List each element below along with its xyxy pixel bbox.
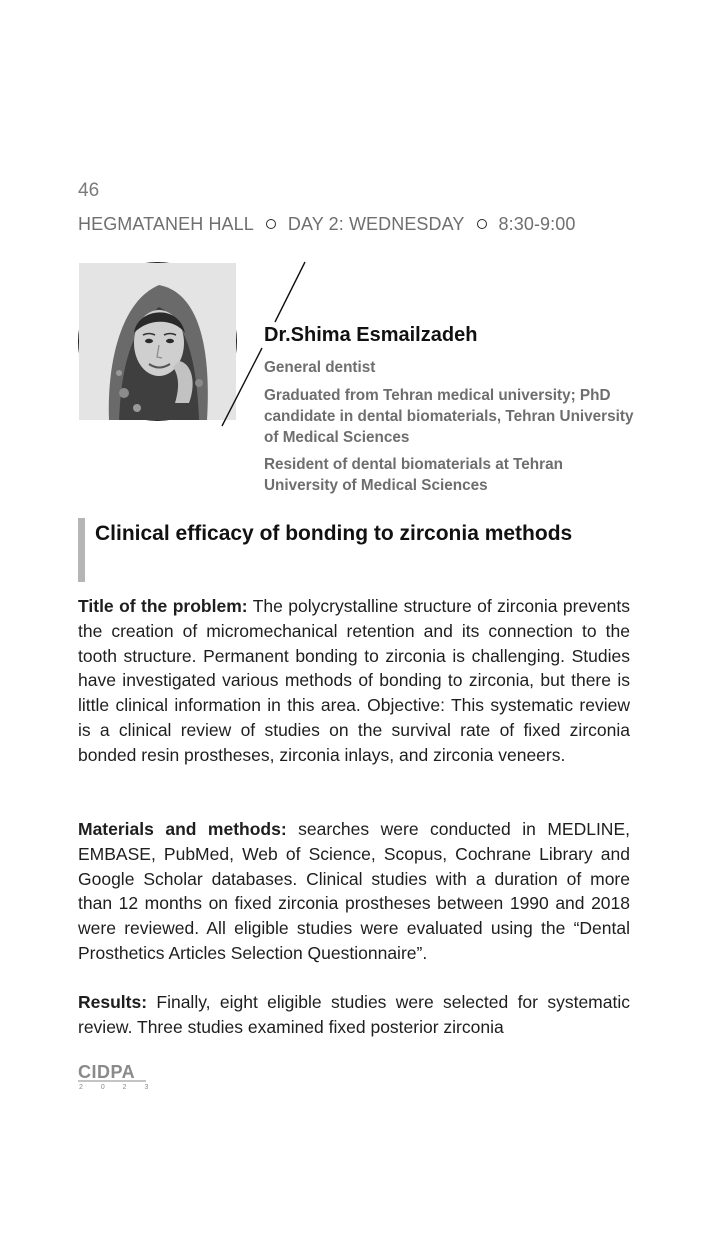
logo-text: CIDPA	[78, 1062, 136, 1082]
speaker-bio-education: Graduated from Tehran medical university; PhD candidate in dental biomaterials, Tehran University of Medical Sciences	[264, 387, 634, 446]
separator-circle-icon	[477, 219, 487, 229]
speaker-portrait-illustration	[79, 263, 236, 420]
separator-circle-icon	[266, 219, 276, 229]
session-time: 8:30-9:00	[498, 213, 576, 234]
page-number: 46	[78, 180, 100, 201]
section-text: The polycrystalline structure of zirconia prevents the creation of micromechanical retention and its connection to the tooth structure. Permanent bonding to zirconia is challenging. Studies have investigated various methods of bonding to zirconia, but there is little clinical information in this area. Objective: This systematic review is a clinical review of studies on the survival rate of fixed zirconia bonded resin prostheses, zirconia inlays, and zirconia veneers.	[78, 596, 631, 765]
speaker-photo	[78, 262, 237, 421]
abstract-paragraph-problem	[78, 594, 630, 768]
abstract-paragraph-methods	[78, 817, 630, 966]
section-text: Finally, eight eligible studies were selected for systematic review. Three studies examined fixed posterior zirconia	[78, 992, 630, 1037]
logo-year: 2 0 2 3	[79, 1084, 157, 1091]
section-label: Materials and methods:	[78, 819, 287, 839]
section-label: Results:	[78, 992, 148, 1012]
talk-title: Clinical efficacy of bonding to zirconia methods	[95, 522, 573, 545]
abstract-paragraph-results	[78, 990, 630, 1040]
session-hall: HEGMATANEH HALL	[78, 213, 254, 234]
section-label: Title of the problem:	[78, 596, 248, 616]
title-accent-bar	[78, 518, 85, 582]
section-text: searches were conducted in MEDLINE, EMBASE, PubMed, Web of Science, Scopus, Cochrane Library and Google Scholar databases. Clinical studies with a duration of more than 12 months on fixed zirconia prostheses between 1990 and 2018 were reviewed. All eligible studies were evaluated using the “Dental Prosthetics Articles Selection Questionnaire”.	[78, 819, 630, 963]
session-day: DAY 2: WEDNESDAY	[287, 213, 465, 234]
cidpa-logo	[78, 1062, 157, 1092]
speaker-bio-residency: Resident of dental biomaterials at Tehran University of Medical Sciences	[264, 456, 563, 494]
speaker-name: Dr.Shima Esmailzadeh	[264, 324, 478, 346]
session-info	[78, 212, 576, 236]
speaker-bio-role: General dentist	[264, 359, 376, 376]
